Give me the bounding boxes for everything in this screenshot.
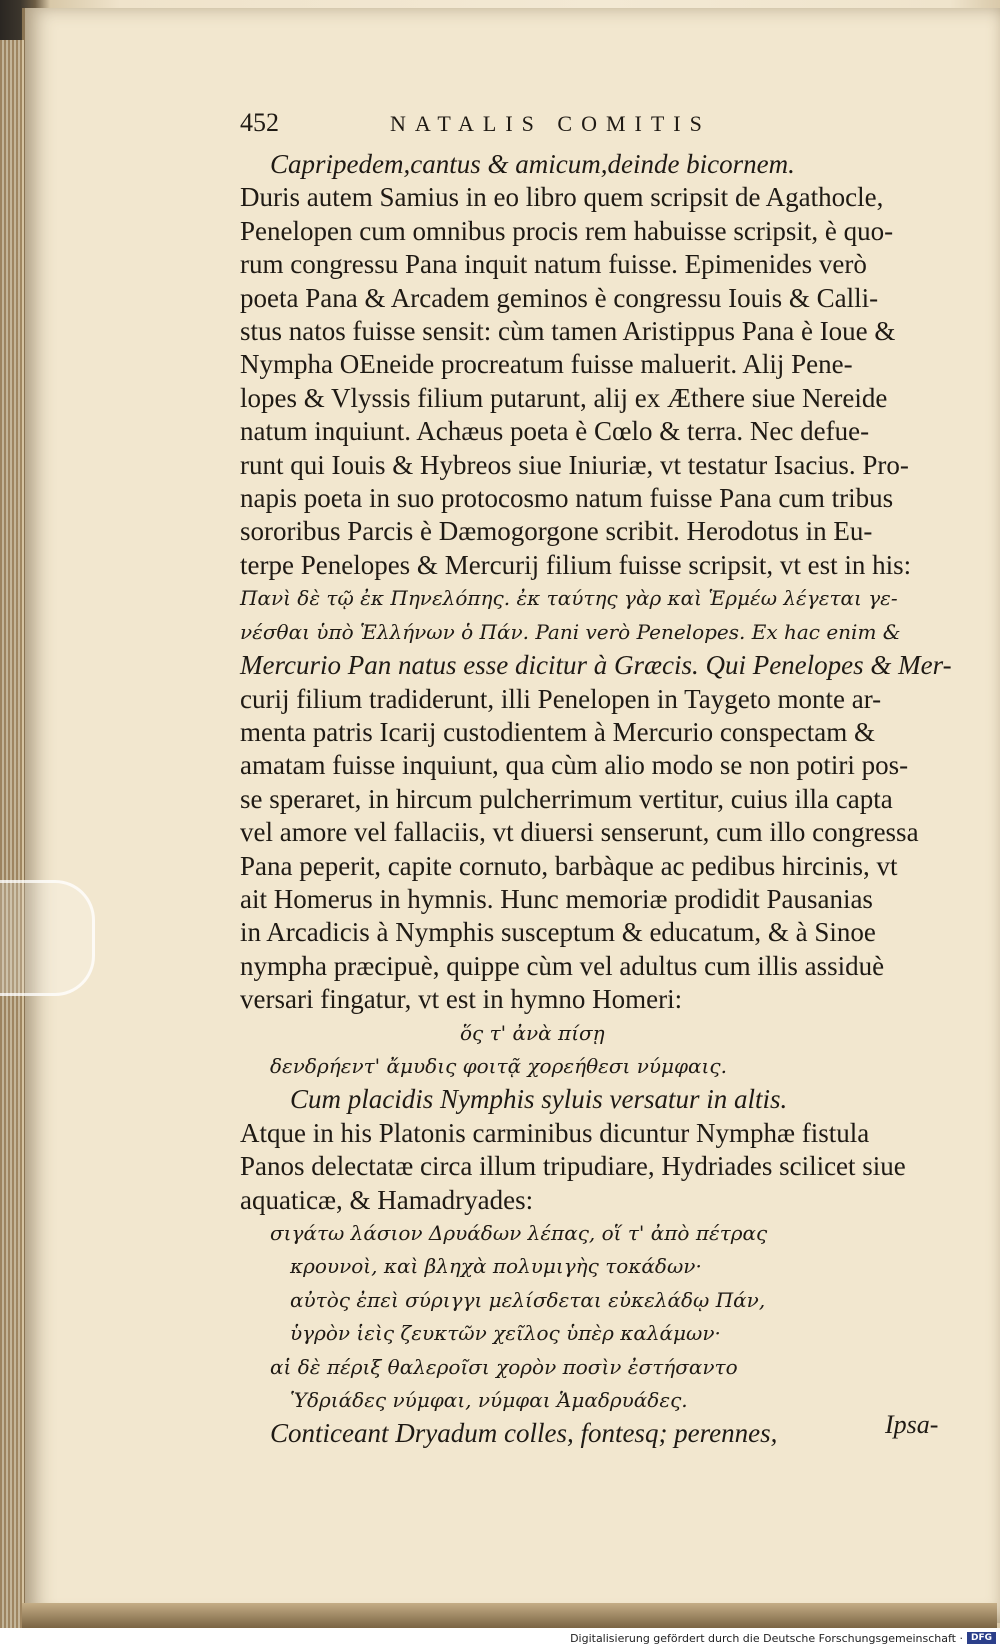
book-bottom-edge <box>22 1603 997 1628</box>
page-clip <box>0 880 95 996</box>
page-header <box>240 108 955 148</box>
text-line: ὅς τ' ἀνὰ πίσῃ <box>460 1020 605 1045</box>
text-line: se speraret, in hircum pulcherrimum vertitur, cuius illa capta <box>240 783 893 814</box>
text-line: Penelopen cum omnibus procis rem habuisse scripsit, è quo- <box>240 215 894 246</box>
text-line: nympha præcipuè, quippe cùm vel adultus cum illis assiduè <box>240 950 885 981</box>
running-head: NATALIS COMITIS <box>390 111 711 136</box>
text-line: curij filium tradiderunt, illi Penelopen in Taygeto monte ar- <box>240 683 882 714</box>
text-line: νέσθαι ὑπὸ Ἑλλήνων ὁ Πάν. Pani verò Penelopes. Ex hac enim & <box>240 619 901 644</box>
text-line: stus natos fuisse sensit: cùm tamen Aristippus Pana è Ioue & <box>240 316 896 347</box>
dfg-logo: DFG <box>967 1632 996 1644</box>
text-line: αὐτὸς ἐπεὶ σύριγγι μελίσδεται εὐκελάδῳ Πάν, <box>290 1287 766 1312</box>
text-line: amatam fuisse inquiunt, qua cùm alio modo se non potiri pos- <box>240 750 909 781</box>
footer-bar <box>0 1628 1000 1648</box>
text-line: δενδρήεντ' ἄμυδις φοιτᾷ χορεήθεσι νύμφαις. <box>270 1053 727 1078</box>
text-line: runt qui Iouis & Hybreos siue Iniuriæ, vt testatur Isacius. Pro- <box>240 449 909 480</box>
text-line: ait Homerus in hymnis. Hunc memoriæ prodidit Pausanias <box>240 883 873 914</box>
text-line: Πανὶ δὲ τῷ ἐκ Πηνελόπης. ἐκ ταύτης γὰρ καὶ Ἑρμέω λέγεται γε- <box>240 586 898 611</box>
text-line: Atque in his Platonis carminibus dicuntur Nymphæ fistula <box>240 1117 870 1148</box>
text-line: versari fingatur, vt est in hymno Homeri: <box>240 984 683 1015</box>
text-line: rum congressu Pana inquit natum fuisse. Epimenides verò <box>240 249 867 280</box>
text-line: poeta Pana & Arcadem geminos è congressu Iouis & Calli- <box>240 282 879 313</box>
text-line: Duris autem Samius in eo libro quem scripsit de Agathocle, <box>240 182 884 213</box>
page-number: 452 <box>240 108 279 137</box>
text-line: napis poeta in suo protocosmo natum fuisse Pana cum tribus <box>240 483 894 514</box>
text-line: aquaticæ, & Hamadryades: <box>240 1184 534 1215</box>
text-line: lopes & Vlyssis filium putarunt, alij ex Æthere siue Nereide <box>240 382 888 413</box>
text-line: σιγάτω λάσιον Δρυάδων λέπας, οἵ τ' ἀπὸ πέτρας <box>270 1221 768 1245</box>
text-line: κρουνοὶ, καὶ βληχὰ πολυμιγὴς τοκάδων· <box>290 1254 702 1279</box>
text-line: terpe Penelopes & Mercurij filium fuisse scripsit, vt est in his: <box>240 549 912 580</box>
text-line: Conticeant Dryadum colles, fontesq; perennes, <box>270 1418 778 1449</box>
text-line: sororibus Parcis è Dæmogorgone scribit. Herodotus in Eu- <box>240 516 873 547</box>
footer-text: Digitalisierung gefördert durch die Deutsche Forschungsgemeinschaft · <box>570 1631 963 1645</box>
text-line: natum inquiunt. Achæus poeta è Cœlo & terra. Nec defue- <box>240 416 870 447</box>
text-lines <box>240 148 955 1451</box>
book-fore-edge <box>0 40 24 1630</box>
catchword: Ipsa- <box>885 1410 939 1439</box>
text-line: Pana peperit, capite cornuto, barbàque ac pedibus hircinis, vt <box>240 850 898 881</box>
text-line: Panos delectatæ circa illum tripudiare, Hydriades scilicet siue <box>240 1151 906 1182</box>
text-line: ὑγρὸν ἱεὶς ζευκτῶν χεῖλος ὑπὲρ καλάμων· <box>290 1321 721 1346</box>
text-line: menta patris Icarij custodientem à Mercurio conspectam & <box>240 716 876 747</box>
text-line: Ὑδριάδες νύμφαι, νύμφαι Ἁμαδρυάδες. <box>290 1388 688 1413</box>
text-line: Mercurio Pan natus esse dicitur à Græcis. Qui Penelopes & Mer- <box>240 650 952 681</box>
text-line: αἱ δὲ πέριξ θαλεροῖσι χορὸν ποσὶν ἐστήσαντο <box>270 1354 738 1379</box>
text-line: Capripedem,cantus & amicum,deinde bicornem. <box>270 149 795 179</box>
text-line: vel amore vel fallaciis, vt diuersi senserunt, cum illo congressa <box>240 817 919 848</box>
text-line: Nympha OEneide procreatum fuisse maluerit. Alij Pene- <box>240 349 853 380</box>
text-line: Cum placidis Nymphis syluis versatur in altis. <box>290 1084 788 1115</box>
text-line: in Arcadicis à Nymphis susceptum & educatum, & à Sinoe <box>240 917 876 948</box>
text-block <box>240 108 955 1451</box>
